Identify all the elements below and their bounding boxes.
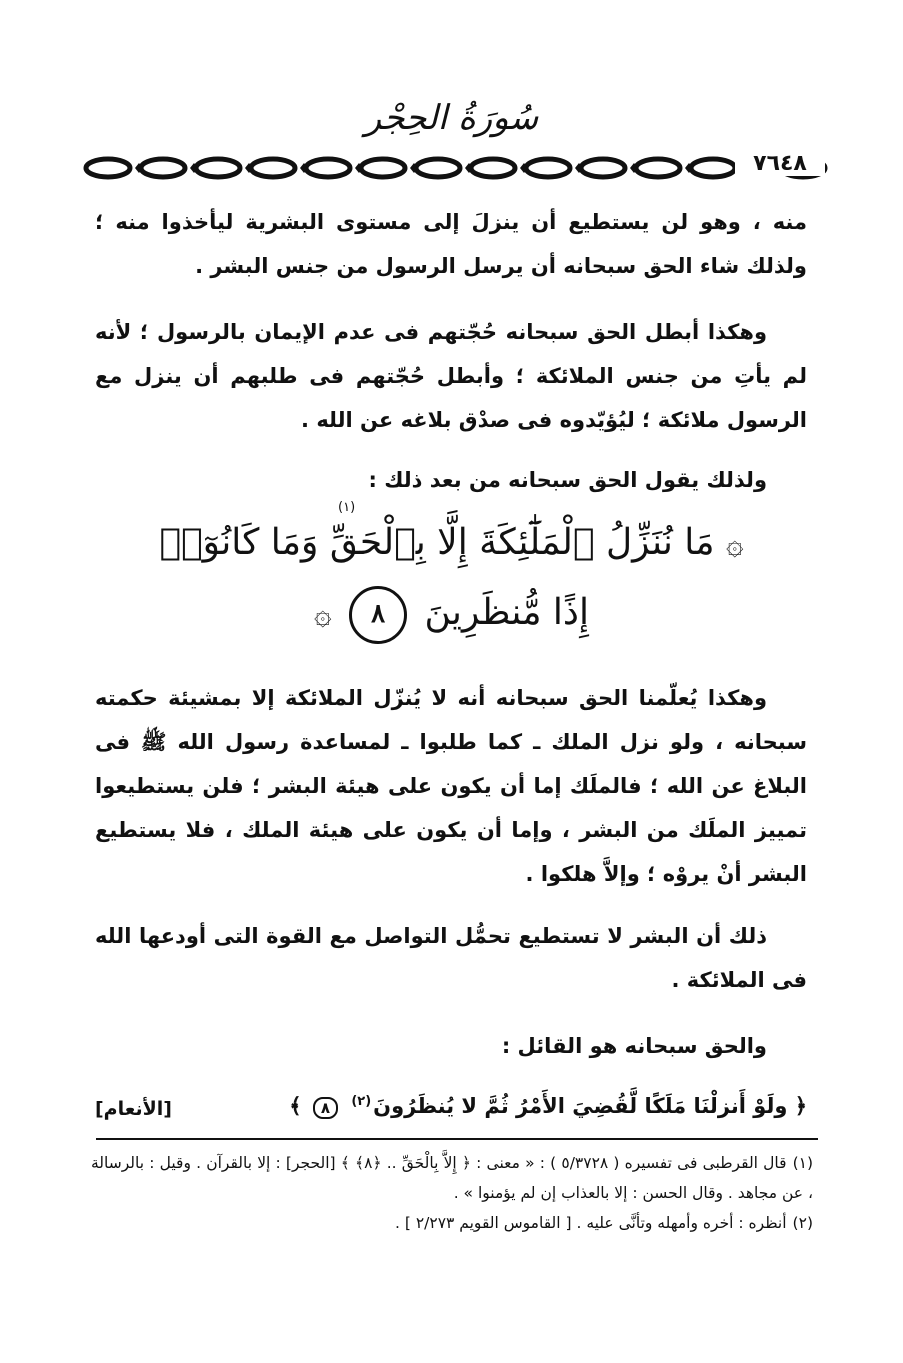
quoted-verse-close: ﴾ [289,1094,302,1118]
footnote-text: أنظره : أخره وأمهله وتأنَّى عليه . [ القاموس القويم ٢/٢٧٣ ] . [395,1214,787,1232]
decorative-chain-divider [78,153,833,183]
footnote-number: (١) [792,1154,814,1172]
quoted-verse-reference: [الأنعام] [95,1098,172,1120]
quran-verse-line-2 [0,586,903,644]
footnote-2 [91,1208,813,1238]
verse-ornament-icon: ۞ [314,597,332,632]
paragraph-1: منه ، وهو لن يستطيع أن ينزلَ إلى مستوى البشرية ليأخذوا منه ؛ ولذلك شاء الحق سبحانه أن يرسل الرسول من جنس البشر . [95,210,807,278]
ayah-number-badge: ٨ [349,586,407,644]
footnote-text: قال القرطبى فى تفسيره ( ٥/٣٧٢٨ ) : « معنى : ﴿ إِلاَّ بِالْحَقِّ .. ﴿٨﴾ ﴾ [الحجر] : إلا بالقرآن . وقيل : بالرسالة ، عن مجاهد . وقال الحسن : إلا بالعذاب إن لم يؤمنوا » . [91,1154,813,1202]
footnote-divider [96,1138,818,1140]
footnote-1 [91,1148,813,1208]
verse-footnote-mark: (١) [338,500,356,515]
quoted-verse-footnote-mark: (٢) [351,1094,372,1109]
verse-text-line-2: إِذًا مُّنظَرِينَ [424,592,589,633]
page-number: ٧٦٤٨ [735,151,825,176]
quoted-verse-text [289,1094,807,1119]
paragraph-6: والحق سبحانه هو القائل : [501,1034,767,1058]
verse-text-line-1: مَا نُنَزِّلُ ٱلْمَلَٰٓئِكَةَ إِلَّا بِٱلْحَقِّ وَمَا كَانُوٓا۟ [159,522,715,563]
verse-ornament-icon: ۞ [726,527,744,562]
surah-title: سُورَةُ الحِجْر [364,98,539,138]
quran-verse-line-1 [0,516,903,572]
paragraph-4: وهكذا يُعلّمنا الحق سبحانه أنه لا يُنزّل الملائكة إلا بمشيئة حكمته سبحانه ، ولو نزل الملك ـ كما طلبوا ـ لمساعدة رسول الله ﷺ فى البلاغ عن الله ؛ فالملَك إما أن يكون على هيئة البشر ؛ فلن يستطيعوا تمييز الملَك من البشر ، وإما أن يكون على هيئة الملك ، فلا يستطيع البشر أنْ يروْه ؛ وإلاَّ هلكوا . [95,686,807,886]
paragraph-5: ذلك أن البشر لا تستطيع تحمُّل التواصل مع القوة التى أودعها الله فى الملائكة . [95,924,807,992]
quoted-verse-body: ﴿ ولَوْ أَنزلْنَا مَلَكًا لَّقُضِيَ الأَمْرُ ثُمَّ لا يُنظَرُونَ [373,1094,807,1118]
paragraph-3: ولذلك يقول الحق سبحانه من بعد ذلك : [368,468,767,492]
footnote-number: (٢) [792,1214,813,1232]
paragraph-2: وهكذا أبطل الحق سبحانه حُجّتهم فى عدم الإيمان بالرسول ؛ لأنه لم يأتِ من جنس الملائكة ؛ وأبطل حُجّتهم فى طلبهم أن ينزل مع الرسول ملائكة ؛ ليُؤيّدوه فى صدْق بلاغه عن الله . [95,320,807,432]
quoted-ayah-number: ٨ [313,1097,338,1119]
quoted-verse [95,1090,807,1134]
footnotes [91,1148,813,1238]
